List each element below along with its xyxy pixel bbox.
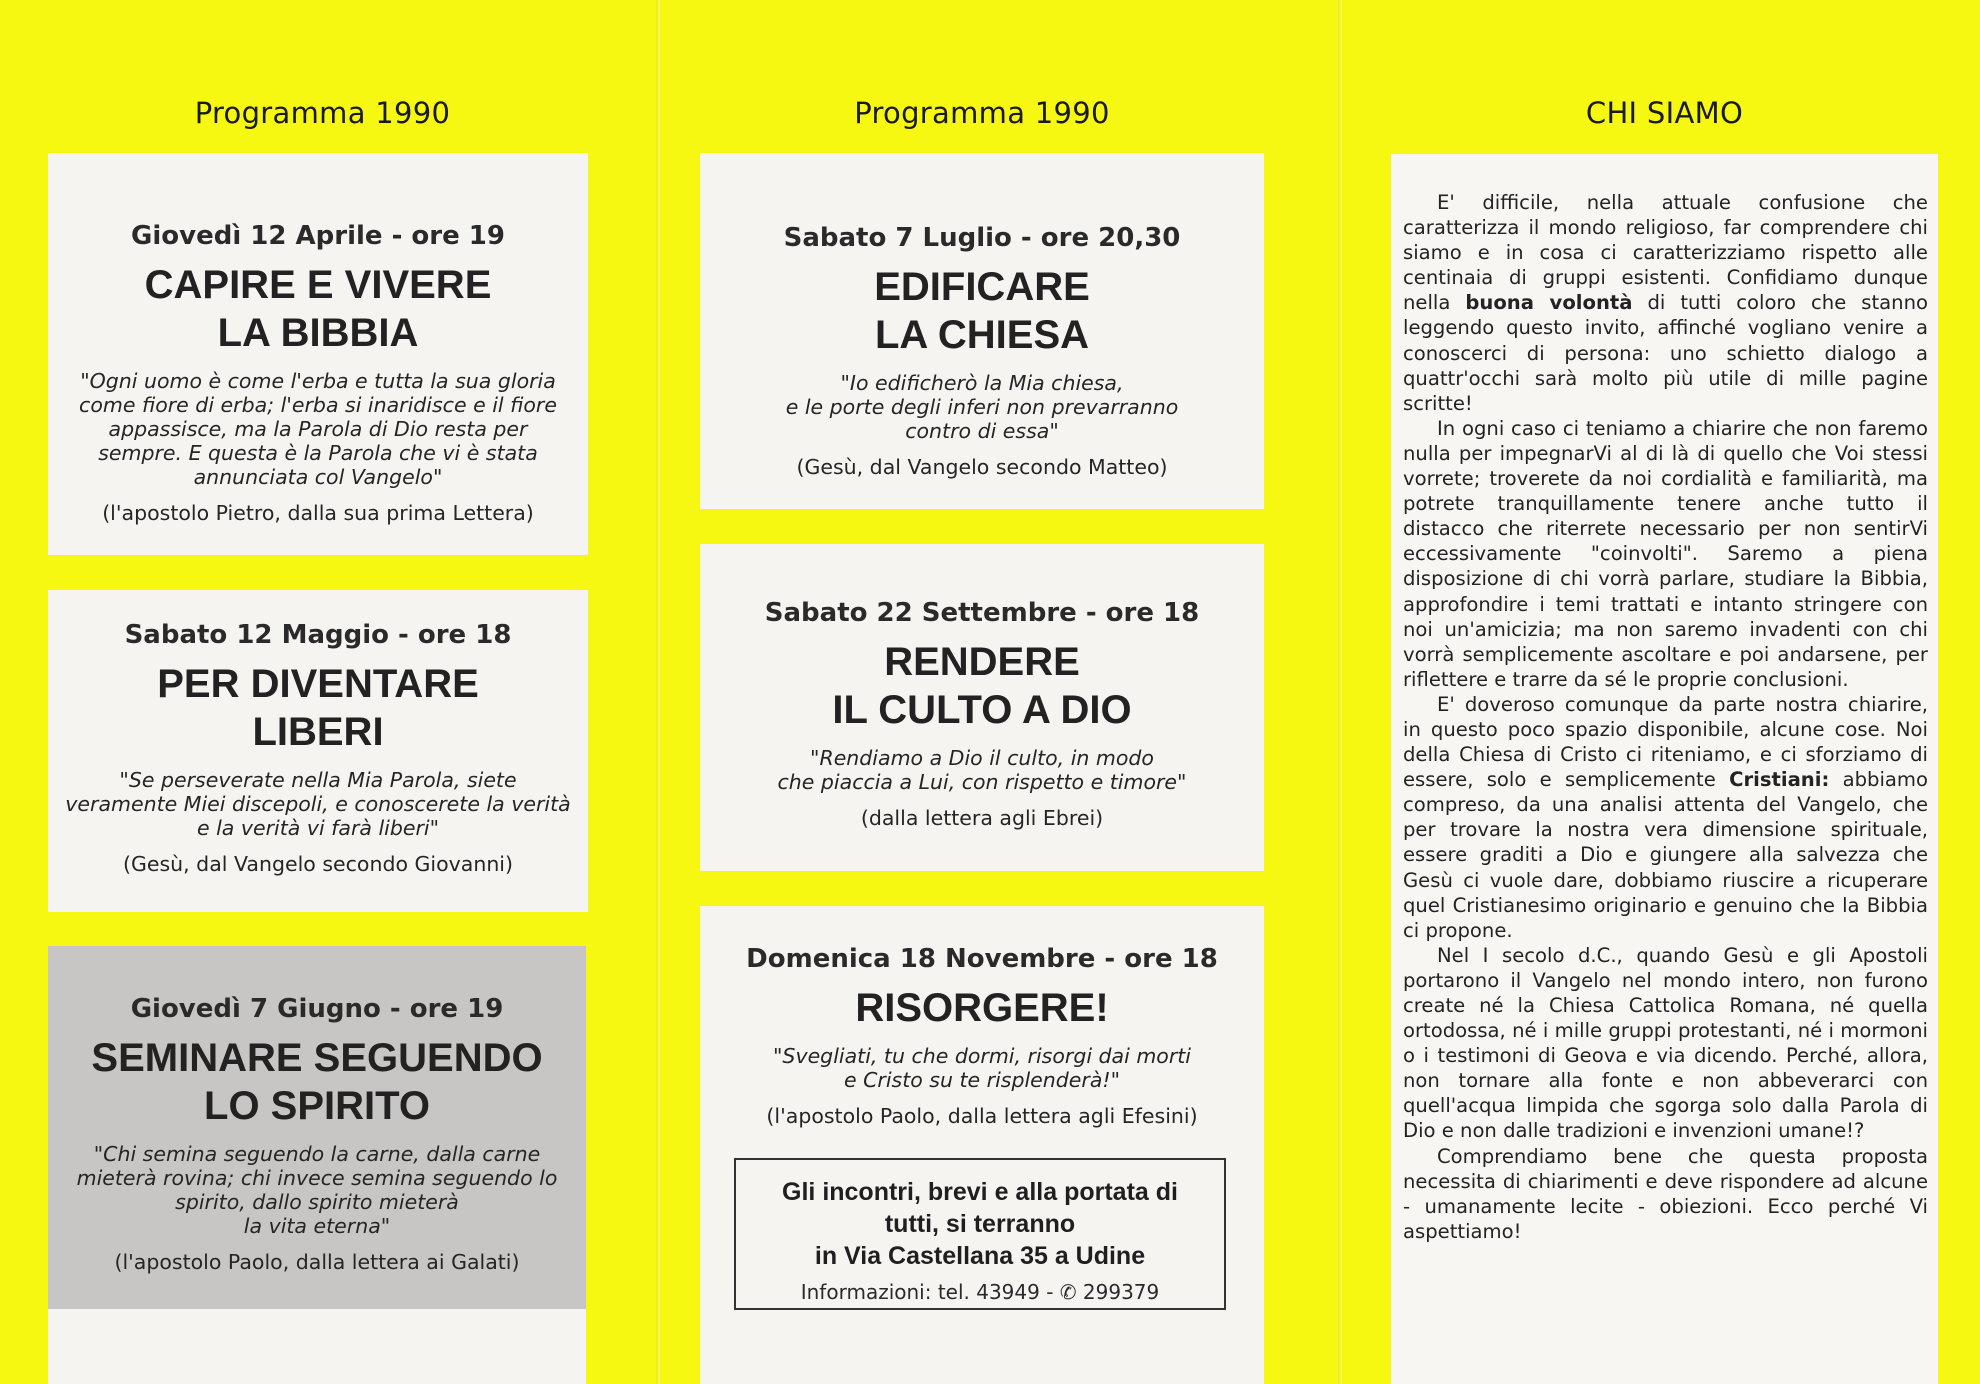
about-paragraph: In ogni caso ci teniamo a chiarire che non faremo nulla per impegnarVi al di là di quello che Voi stessi vorrete; troverete da noi cordialità e familiarità, ma potrete tranquillamente tenere anche tutto il distacco che riterrete necessario per non sentirVi eccessivamente "coinvolti". Saremo a piena disposizione di chi vorrà parlare, studiare la Bibbia, approfondire i temi trattati e intanto stringere con noi un'amicizia; ma non saremo invadenti con chi vorrà semplicemente ascoltare e poi andarsene, per riflettere e trarre da sé le proprie conclusioni. (1403, 416, 1928, 691)
card-bottom-strip (48, 1309, 586, 1384)
event-date: Giovedì 7 Giugno - ore 19 (130, 994, 504, 1024)
info-main-text: Gli incontri, brevi e alla portata di tutti, si terranno in Via Castellana 35 a Udine (782, 1178, 1178, 1270)
event-quote: "Svegliati, tu che dormi, risorgi dai morti e Cristo su te risplenderà!" (773, 1044, 1191, 1092)
fold-line (1338, 0, 1342, 1384)
event-card-may (48, 590, 588, 912)
about-paragraph: Comprendiamo bene che questa proposta necessita di chiarimenti e deve rispondere ad alcune - umanamente lecite - obiezioni. Ecco perché Vi aspettiamo! (1403, 1144, 1928, 1243)
about-text-panel (1391, 154, 1938, 1384)
about-text: E' doveroso comunque da parte nostra chiarire, in questo poco spazio disponibile, alcune cose. Noi della Chiesa di Cristo ci riteniamo, e ci sforziamo di essere, solo e semplicemente (1403, 692, 1928, 792)
event-date: Sabato 7 Luglio - ore 20,30 (783, 223, 1181, 253)
event-card-september (700, 544, 1264, 871)
event-source: (l'apostolo Paolo, dalla lettera agli Efesini) (766, 1104, 1198, 1128)
event-card-july (700, 153, 1264, 509)
about-emphasis: Cristiani: (1729, 768, 1830, 792)
event-quote: "Io edificherò la Mia chiesa, e le porte degli inferi non prevarranno contro di essa" (785, 371, 1179, 443)
event-source: (Gesù, dal Vangelo secondo Giovanni) (122, 852, 514, 876)
event-headline: PER DIVENTARE LIBERI (157, 662, 479, 754)
event-headline: SEMINARE SEGUENDO LO SPIRITO (91, 1036, 543, 1128)
event-quote: "Rendiamo a Dio il culto, in modo che piaccia a Lui, con rispetto e timore" (777, 746, 1187, 794)
event-source: (l'apostolo Paolo, dalla lettera ai Galati) (114, 1250, 520, 1274)
about-paragraph: Nel I secolo d.C., quando Gesù e gli Apostoli portarono il Vangelo nel mondo intero, non furono create né la Chiesa Cattolica Romana, né quella ortodossa, né i mille gruppi protestanti, né i mormoni o i testimoni di Geova e via dicendo. Perché, allora, non tornare alla fonte e non abbeverarci con quell'acqua limpida che sgorga solo dalla Parola di Dio e non dalle tradizioni e invenzioni umane!? (1403, 943, 1928, 1143)
about-text: abbiamo compreso, da una analisi attenta del Vangelo, che per trovare la nostra vera dimensione spirituale, essere graditi a Dio e giungere alla salvezza che Gesù ci vuole dare, dobbiamo riuscire a ricuperare quel Cristianesimo originario e genuino che la Bibbia ci propone. (1403, 768, 1928, 942)
about-paragraph (1403, 190, 1928, 416)
event-quote: "Ogni uomo è come l'erba e tutta la sua gloria come fiore di erba; l'erba si inaridisce e il fiore appassisce, ma la Parola di Dio resta per sempre. E questa è la Parola che vi è stata annunciata col Vangelo" (79, 369, 557, 489)
event-date: Sabato 22 Settembre - ore 18 (764, 598, 1200, 628)
event-headline: RISORGERE! (855, 986, 1109, 1030)
event-source: (Gesù, dal Vangelo secondo Matteo) (796, 455, 1168, 479)
event-source: (l'apostolo Pietro, dalla sua prima Lettera) (102, 501, 534, 525)
event-card-november (700, 906, 1264, 1384)
event-headline: RENDERE IL CULTO A DIO (832, 640, 1132, 732)
about-emphasis: buona volontà (1465, 291, 1633, 315)
event-card-june (48, 946, 586, 1309)
event-quote: "Se perseverate nella Mia Parola, siete veramente Miei discepoli, e conoscerete la verità e la verità vi farà liberi" (65, 768, 571, 840)
event-headline: EDIFICARE LA CHIESA (874, 265, 1090, 357)
event-date: Giovedì 12 Aprile - ore 19 (131, 221, 505, 251)
info-contact: Informazioni: tel. 43949 - ✆ 299379 (800, 1280, 1160, 1304)
about-paragraph (1403, 692, 1928, 943)
event-source: (dalla lettera agli Ebrei) (860, 806, 1104, 830)
event-date: Sabato 12 Maggio - ore 18 (124, 620, 512, 650)
left-panel-title: Programma 1990 (194, 96, 451, 130)
event-headline: CAPIRE E VIVERE LA BIBBIA (144, 263, 492, 355)
middle-panel-title: Programma 1990 (854, 96, 1110, 130)
right-panel-title: CHI SIAMO (1585, 96, 1744, 130)
event-card-april (48, 153, 588, 555)
event-date: Domenica 18 Novembre - ore 18 (746, 944, 1218, 974)
event-quote: "Chi semina seguendo la carne, dalla carne mieterà rovina; chi invece semina seguendo lo spirito, dallo spirito mieterà la vita eterna" (76, 1142, 558, 1238)
about-text: di tutti coloro che stanno leggendo questo invito, affinché vogliano venire a conoscerci di persona: uno schietto dialogo a quattr'occhi sarà molto più utile di mille pagine scritte! (1403, 291, 1928, 415)
fold-line (656, 0, 660, 1384)
info-box (734, 1158, 1226, 1310)
about-text: E' difficile, nella attuale confusione che caratterizza il mondo religioso, far comprendere chi siamo e in cosa ci caratterizziamo rispetto alle centinaia di gruppi esistenti. Confidiamo dunque nella (1403, 191, 1928, 315)
